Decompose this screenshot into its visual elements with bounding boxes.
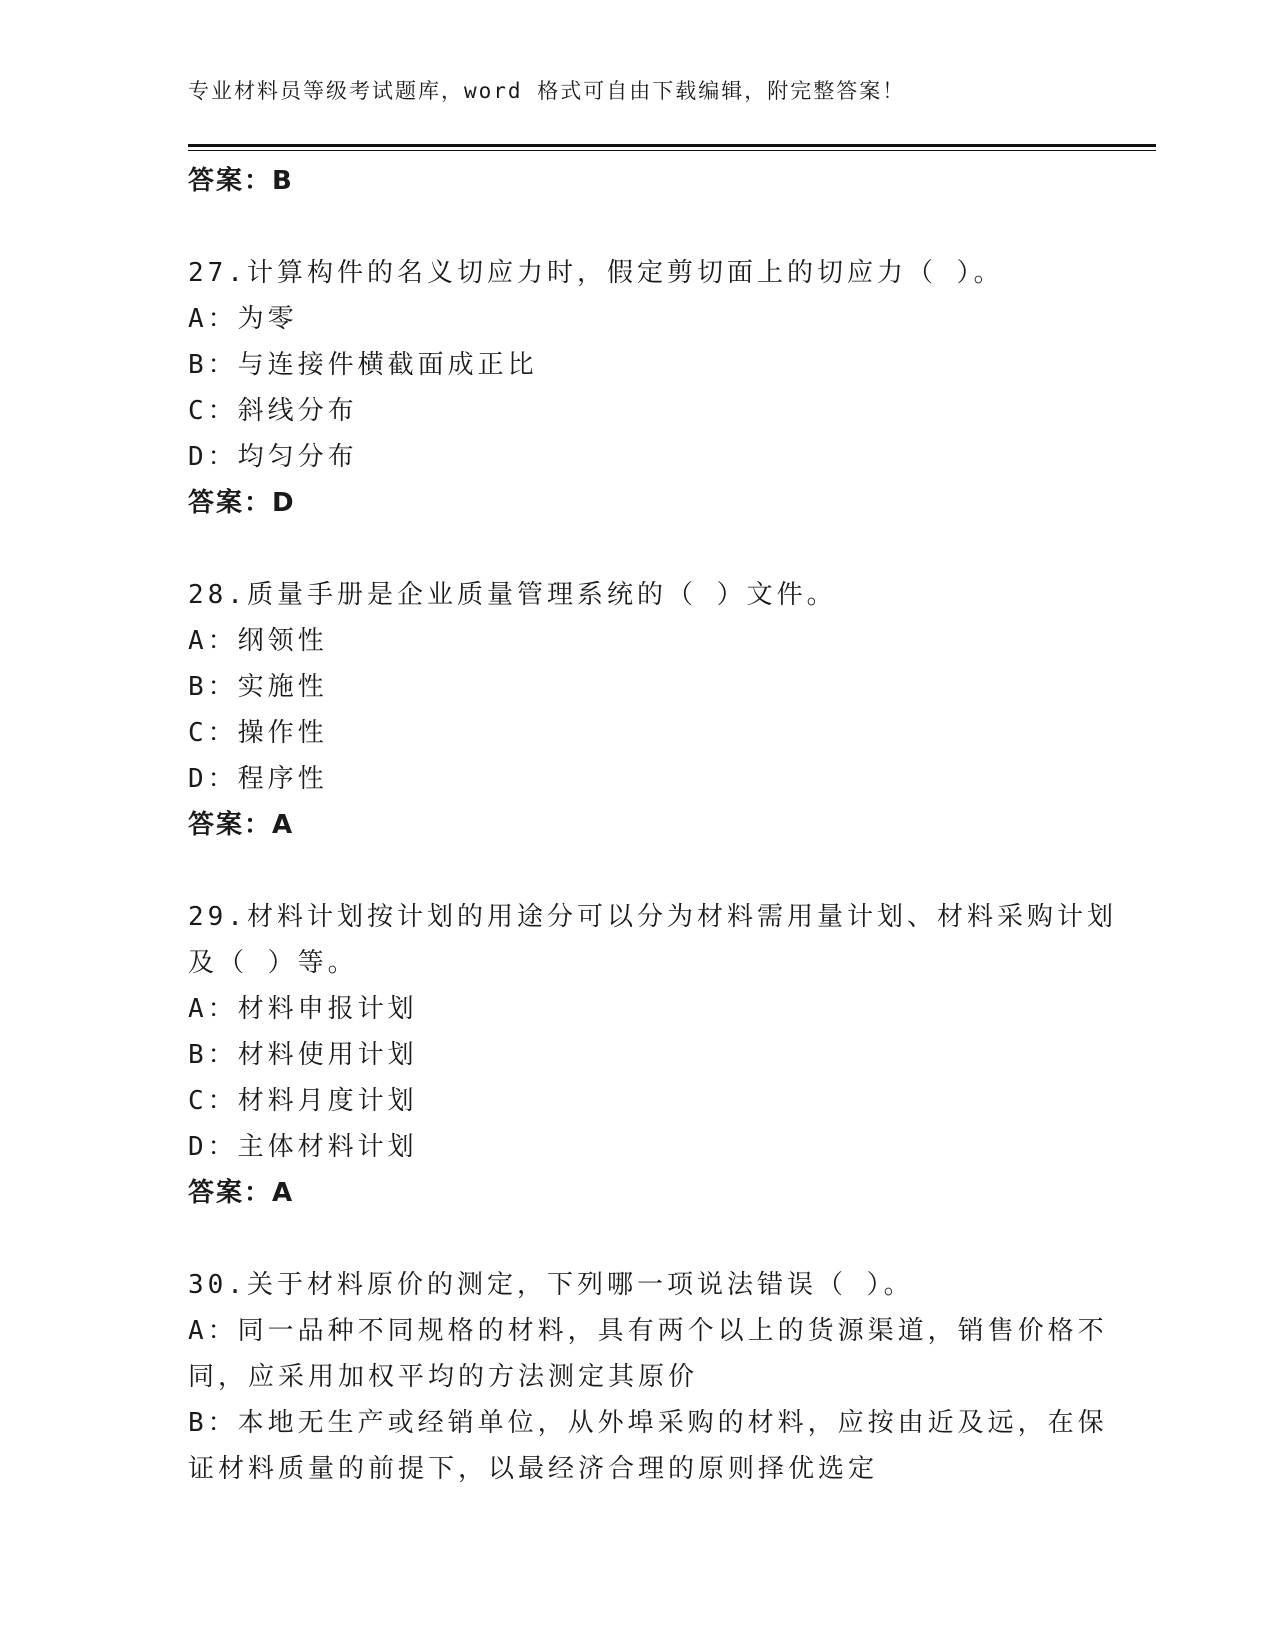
option-b-continued: 证材料质量的前提下，以最经济合理的原则择优选定: [188, 1454, 879, 1484]
answer: 答案：A: [188, 1178, 295, 1208]
spacer: [188, 526, 1088, 572]
option-b: B：与连接件横截面成正比: [188, 350, 538, 380]
question-stem: 27.计算构件的名义切应力时，假定剪切面上的切应力（ ）。: [188, 258, 1004, 288]
question-28: [188, 572, 1088, 848]
option-c: C：操作性: [188, 718, 328, 748]
option-a: A：同一品种不同规格的材料，具有两个以上的货源渠道，销售价格不: [188, 1316, 1108, 1346]
header-rule: [188, 144, 1156, 147]
option-a: A：纲领性: [188, 626, 328, 656]
question-list: [188, 158, 1117, 1492]
question-30: [188, 1262, 1108, 1492]
option-b: B：本地无生产或经销单位，从外埠采购的材料，应按由近及远，在保: [188, 1408, 1108, 1438]
option-d: D：程序性: [188, 764, 328, 794]
question-stem-continued: 及（ ）等。: [188, 948, 358, 978]
spacer: [188, 848, 1088, 894]
question-29: [188, 894, 1117, 1216]
answer-26: 答案：B: [188, 166, 294, 196]
page-header: 专业材料员等级考试题库，word 格式可自由下载编辑，附完整答案！: [188, 79, 906, 103]
answer: 答案：A: [188, 810, 295, 840]
option-b: B：材料使用计划: [188, 1040, 418, 1070]
spacer: [188, 204, 1088, 250]
option-d: D：均匀分布: [188, 442, 358, 472]
option-a: A：为零: [188, 304, 298, 334]
question-stem: 29.材料计划按计划的用途分可以分为材料需用量计划、材料采购计划: [188, 902, 1117, 932]
header-rule-thin: [188, 150, 1156, 151]
option-c: C：斜线分布: [188, 396, 358, 426]
spacer: [188, 1216, 1088, 1262]
option-b: B：实施性: [188, 672, 328, 702]
question-stem: 28.质量手册是企业质量管理系统的（ ）文件。: [188, 580, 837, 610]
option-d: D：主体材料计划: [188, 1132, 418, 1162]
option-a-continued: 同，应采用加权平均的方法测定其原价: [188, 1362, 699, 1392]
option-a: A：材料申报计划: [188, 994, 418, 1024]
question-stem: 30.关于材料原价的测定，下列哪一项说法错误（ ）。: [188, 1270, 914, 1300]
question-27: [188, 250, 1088, 526]
answer: 答案：D: [188, 488, 296, 518]
option-c: C：材料月度计划: [188, 1086, 418, 1116]
